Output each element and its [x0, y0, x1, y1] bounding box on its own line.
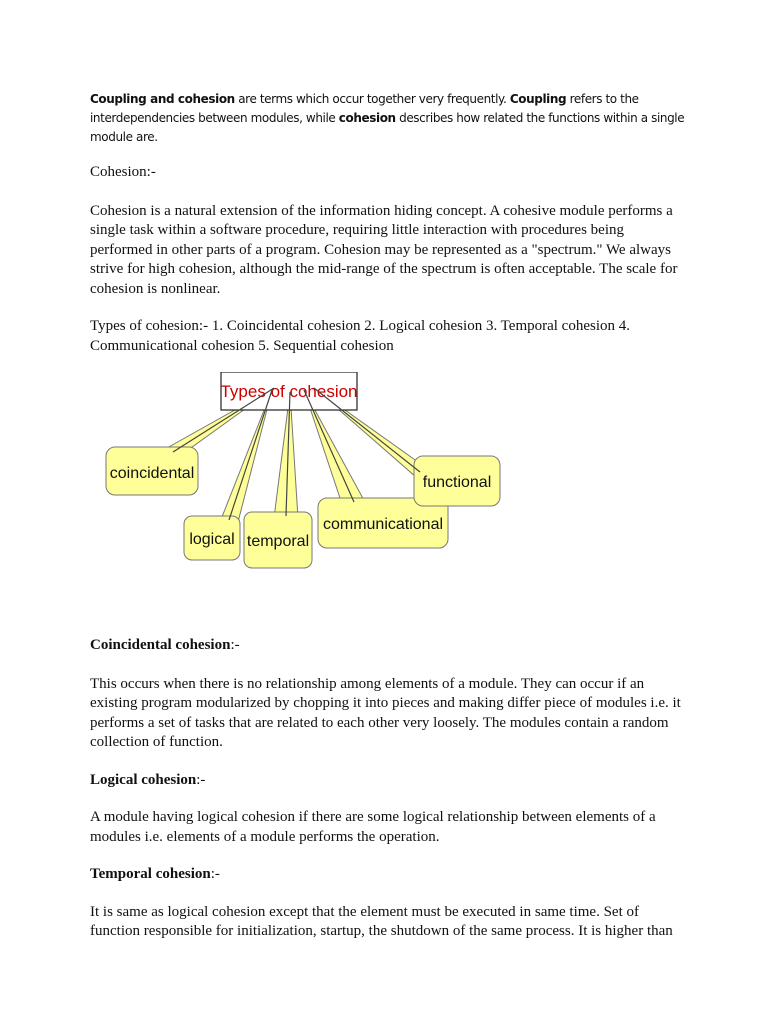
- intro-bold-2: Coupling: [509, 92, 567, 106]
- temporal-paragraph: It is same as logical cohesion except that the element must be executed in same time. Set of function responsible for initialization, startup, the shutdown of the same process. It is higher than: [90, 903, 673, 939]
- temporal-heading: [90, 865, 690, 885]
- document-page: [90, 90, 690, 942]
- coincidental-heading-bold: Coincidental cohesion: [90, 637, 231, 653]
- intro-paragraph: [90, 90, 690, 147]
- label-temporal: temporal: [246, 533, 310, 550]
- coincidental-paragraph: This occurs when there is no relationship among elements of a module. They can occur if an existing program modularized by chopping it into pieces and making differ piece of modules i.e. it performs a set of tasks that are related to each other very loosely. The modules contain a random collection of function.: [90, 675, 681, 750]
- logical-paragraph: A module having logical cohesion if there are some logical relationship between elements of a modules i.e. elements of a module performs the operation.: [90, 809, 656, 845]
- cohesion-paragraph: Cohesion is a natural extension of the information hiding concept. A cohesive module performs a single task within a software procedure, requiring little interaction with procedures being performed in other parts of a program. Cohesion may be represented as a "spectrum." We always strive for high cohesion, although the mid-range of the spectrum is often acceptable. The scale for cohesion is nonlinear.: [90, 202, 678, 297]
- types-of-cohesion-list: Types of cohesion:- 1. Coincidental cohesion 2. Logical cohesion 3. Temporal cohesion 4. Communicational cohesion 5. Sequential cohesion: [90, 318, 630, 354]
- cohesion-heading: Cohesion:-: [90, 164, 156, 180]
- intro-text-1: are terms which occur together very frequently.: [234, 92, 510, 106]
- temporal-heading-bold: Temporal cohesion: [90, 866, 211, 882]
- diagram-svg: [98, 372, 698, 632]
- intro-text-3: describes how related the functions within a single module are.: [90, 111, 685, 144]
- diagram-title: Types of cohesion: [220, 382, 358, 401]
- logical-heading: [90, 771, 690, 791]
- intro-bold-1: Coupling and cohesion: [90, 92, 235, 106]
- label-logical: logical: [189, 531, 235, 548]
- temporal-heading-suffix: :-: [210, 866, 220, 882]
- coincidental-heading: [90, 636, 690, 656]
- coincidental-heading-suffix: :-: [230, 637, 240, 653]
- label-functional: functional: [422, 474, 492, 491]
- intro-bold-3: cohesion: [338, 111, 396, 125]
- label-communicational: communicational: [322, 516, 444, 533]
- logical-heading-bold: Logical cohesion: [90, 771, 197, 788]
- label-coincidental: coincidental: [109, 465, 195, 482]
- intro-text-2: refers to the interdependencies between modules, while: [90, 92, 639, 125]
- logical-heading-suffix: :-: [196, 771, 206, 788]
- types-of-cohesion-diagram: [98, 372, 698, 632]
